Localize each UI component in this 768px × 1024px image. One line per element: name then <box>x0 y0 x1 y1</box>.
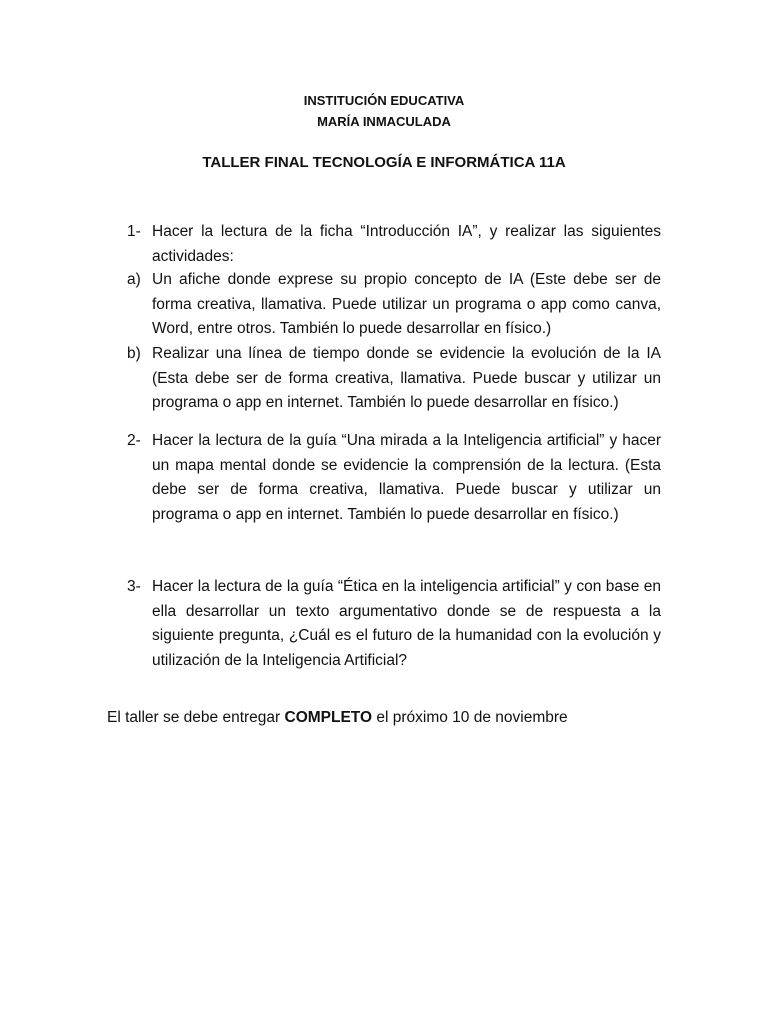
item-2-text: Hacer la lectura de la guía “Una mirada a la Inteligencia artificial” y hacer un mapa mental donde se evidencie la comprensión de la lectura. (Esta debe ser de forma creativa, llamativa. Puede buscar y utilizar un programa o app en internet. También lo puede desarrollar en físico.) <box>152 432 661 523</box>
delivery-note-emphasis: COMPLETO <box>284 709 373 726</box>
item-b-text: Realizar una línea de tiempo donde se evidencie la evolución de la IA (Esta debe ser de forma creativa, llamativa. Puede buscar y utilizar un programa o app en internet. También lo puede desarrollar en físico.) <box>152 345 661 411</box>
delivery-note-text-start: El taller se debe entregar <box>107 709 285 726</box>
item-1-marker: 1- <box>127 223 141 240</box>
item-b-marker: b) <box>127 345 141 362</box>
document-title: TALLER FINAL TECNOLOGÍA E INFORMÁTICA 11A <box>202 154 566 171</box>
item-3-text: Hacer la lectura de la guía “Ética en la inteligencia artificial” y con base en ella desarrollar un texto argumentativo donde se de respuesta a la siguiente pregunta, ¿Cuál es el futuro de la humanidad con la evolución y utilización de la Inteligencia Artificial? <box>152 578 661 669</box>
item-1-text: Hacer la lectura de la ficha “Introducción IA”, y realizar las siguientes actividades: <box>152 223 661 265</box>
item-3-marker: 3- <box>127 578 141 595</box>
item-a-marker: a) <box>127 271 141 288</box>
institution-name-line1: INSTITUCIÓN EDUCATIVA <box>303 93 465 108</box>
institution-name-line2: MARÍA INMACULADA <box>317 114 451 129</box>
delivery-note <box>107 706 568 730</box>
item-a-text: Un afiche donde exprese su propio concepto de IA (Este debe ser de forma creativa, llamativa. Puede utilizar un programa o app como canva, Word, entre otros. También lo puede desarrollar en físico.) <box>152 271 661 337</box>
item-2-marker: 2- <box>127 432 141 449</box>
delivery-note-text-end: el próximo 10 de noviembre <box>372 709 568 726</box>
